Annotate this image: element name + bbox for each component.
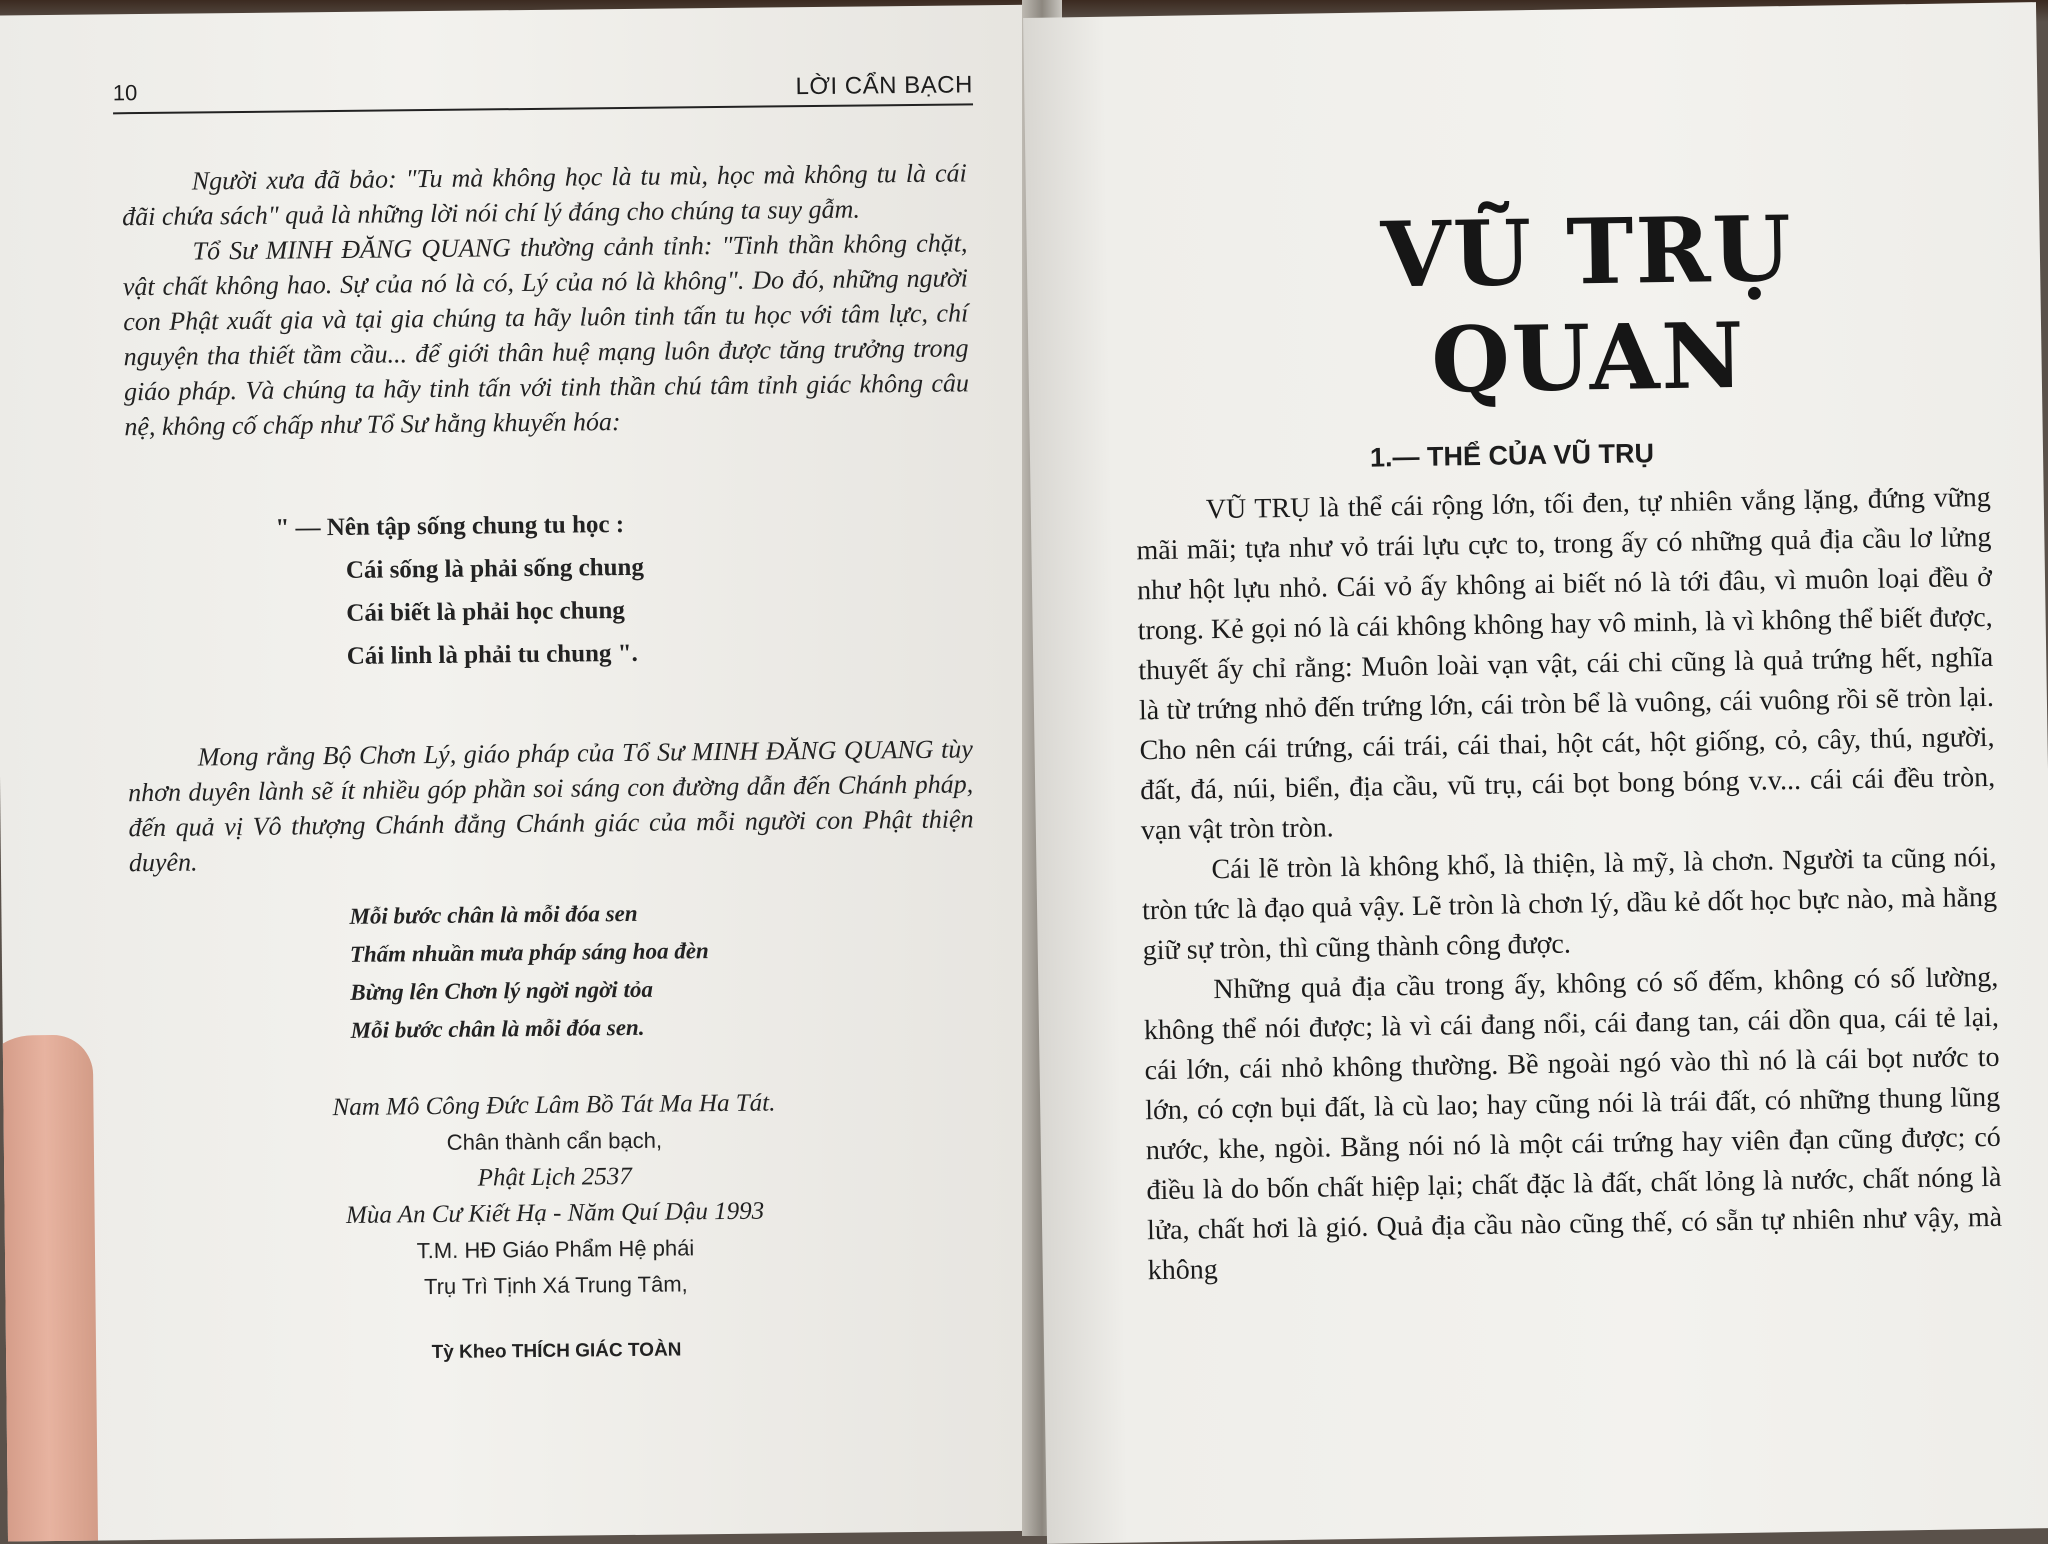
paragraph-1: VŨ TRỤ là thể cái rộng lớn, tối đen, tự nhiên vắng lặng, đứng vững mãi mãi; tựa như vỏ trái lựu cực to, trong ấy có những quả địa cầu lơ lửng như hột lựu nhỏ. Cái vỏ ấy không ai biết nó là tới đâu, vì muôn loại đều ở trong. Kẻ gọi nó là cái không không hay vô minh, là vì không thể biết được, thuyết ấy chỉ rằng: Muôn loài vạn vật, cái chi cũng là quả trứng hết, nghĩa là từ trứng nhỏ đến trứng lớn, cái tròn bể là vuông, cái vuông rồi sẽ tròn lại. Cho nên cái trứng, cái trái, cái thai, hột cát, hột giống, cỏ, cây, thú, người, đất, đá, núi, biển, địa cầu, vũ trụ, cái bọt bong bóng v.v... cái cái đều tròn, vạn vật tròn tròn.: [1136, 481, 1996, 847]
quote-line: Cái sống là phải sống chung: [345, 553, 645, 584]
quote-block: [275, 499, 972, 678]
signature: Tỳ Kheo THÍCH GIÁC TOÀN: [431, 1339, 682, 1364]
poem-line: Mỗi bước chân là mỗi đóa sen: [349, 900, 638, 929]
running-title: LỜI CẨN BẠCH: [795, 71, 973, 101]
right-page-body: [1136, 478, 2003, 1291]
signoff-line: Phật Lịch 2537: [477, 1162, 632, 1192]
left-page-body: [122, 155, 980, 1374]
page-header: [113, 63, 973, 114]
poem-line: Mỗi bước chân là mỗi đóa sen.: [350, 1014, 645, 1043]
paragraph-3: Những quả địa cầu trong ấy, không có số đếm, không có số lường, không thể nói được; là vì cái đang nổi, cái đang tan, cái dồn qua, cái tẻ lại, cái lớn, cái nhỏ không thường. Bề ngoài ngó vào thì nó là cái bọt nước to lớn, có cợn bụi đất, là cù lao; hay cũng nói là trái đất, có những thung lũng nước, khe, ngòi. Bằng nói nó là một cái trứng hay viên đạn cũng được; có điều là do bốn chất hiệp lại; chất đặc là đất, chất lỏng là nước, chất nóng là lửa, chất hơi là gió. Quả địa cầu nào cũng thế, có sẵn tự nhiên như vậy, mà không: [1143, 961, 2003, 1287]
paragraph-3: Mong rằng Bộ Chơn Lý, giáo pháp của Tổ Sư MINH ĐĂNG QUANG tùy nhơn duyên lành sẽ ít nhiều góp phần soi sáng con đường dẫn đến Chánh pháp, đến quả vị Vô thượng Chánh đẳng Chánh giác của mỗi người con Phật thiện duyên.: [128, 734, 974, 878]
section-heading: 1.— THỂ CỦA VŨ TRỤ: [1369, 438, 1655, 473]
quote-line: Cái linh là phải tu chung ".: [346, 639, 638, 670]
signoff-block: [131, 1083, 979, 1374]
page-number: 10: [112, 80, 138, 106]
poem-line: Bừng lên Chơn lý ngời ngời tỏa: [350, 976, 654, 1005]
paragraph-2: Tổ Sư MINH ĐĂNG QUANG thường cảnh tỉnh: "Tinh thần không chặt, vật chất không hao. Sự của nó là có, Lý của nó là không". Do đó, những người con Phật xuất gia và tại gia chúng ta hãy luôn tinh tấn tu học với tâm lực, chí nguyện tha thiết tầm cầu... để giới thân huệ mạng luôn được tăng trưởng trong giáo pháp. Và chúng ta hãy tinh tấn với tinh thần chú tâm tỉnh giác không câu nệ, không cố chấp như Tổ Sư hằng khuyến hóa:: [122, 228, 970, 442]
poem: [349, 891, 976, 1050]
thumb: [0, 1035, 98, 1542]
paragraph-1: Người xưa đã bảo: "Tu mà không học là tu mù, học mà không tu là cái đãi chứa sách" quả là những lời nói chí lý đáng cho chúng ta suy gẫm.: [122, 158, 967, 232]
paragraph-2: Cái lẽ tròn là không khổ, là thiện, là mỹ, là chơn. Người ta cũng nói, tròn tức là đạo quả vậy. Lẽ tròn là chơn lý, dầu kẻ dốt học bực nào, mà hằng giữ sự tròn, thì cũng thành công được.: [1141, 841, 1998, 967]
right-page: [1023, 2, 2048, 1544]
signoff-line: Trụ Trì Tịnh Xá Trung Tâm,: [423, 1271, 688, 1300]
chapter-title: VŨ TRỤ QUAN: [1380, 195, 1794, 414]
quote-line: Cái biết là phải học chung: [346, 596, 625, 627]
signoff-line: Chân thành cẩn bạch,: [446, 1127, 663, 1155]
signoff-line: Mùa An Cư Kiết Hạ - Năm Quí Dậu 1993: [345, 1197, 765, 1229]
poem-line: Thấm nhuần mưa pháp sáng hoa đèn: [349, 938, 709, 967]
signoff-line: T.M. HĐ Giáo Phẩm Hệ phái: [416, 1235, 695, 1264]
quote-line: " — Nên tập sống chung tu học :: [275, 511, 625, 542]
invocation: Nam Mô Công Đức Lâm Bồ Tát Ma Ha Tát.: [332, 1089, 776, 1122]
left-page: [0, 4, 1068, 1541]
